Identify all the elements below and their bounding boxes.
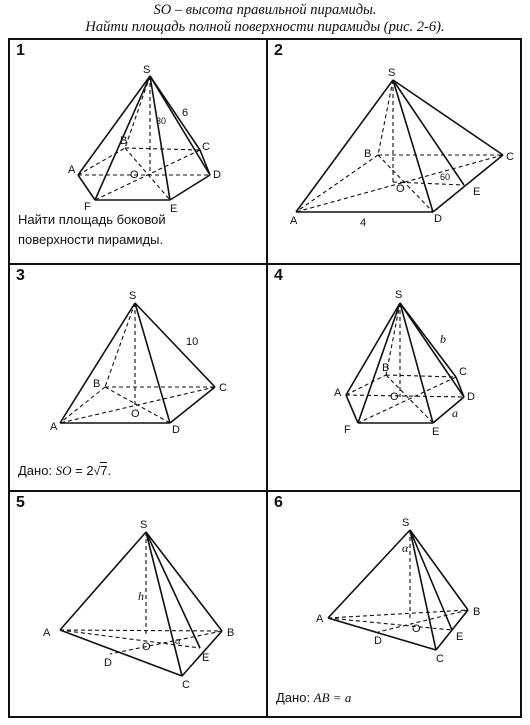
vertex-label-e: E	[202, 652, 210, 664]
quadrilateral-pyramid-diagram	[268, 40, 523, 265]
vertex-label-e: E	[456, 631, 464, 643]
angle-label: α	[402, 541, 409, 555]
vertex-label-b: B	[382, 362, 390, 374]
vertex-label-c: C	[459, 366, 467, 378]
angle-label: α	[175, 635, 181, 647]
figure-number: 6	[274, 494, 283, 511]
caption-line-2: поверхности пирамиды.	[18, 232, 164, 247]
caption-radicand: 7	[100, 463, 108, 478]
angle-label: 60	[440, 172, 451, 182]
center-label-o: O	[412, 623, 421, 635]
height-label: h	[138, 589, 144, 603]
vertex-label-d: D	[172, 424, 180, 436]
vertex-label-s: S	[129, 290, 137, 302]
figure-cell-2	[268, 40, 523, 265]
vertex-label-f: F	[84, 201, 91, 213]
figure-cell-6	[268, 492, 523, 717]
vertex-label-c: C	[182, 679, 190, 691]
figure-cell-4	[268, 265, 523, 490]
vertex-label-b: B	[93, 378, 101, 390]
vertex-label-d: D	[374, 635, 382, 647]
vertex-label-a: A	[68, 164, 76, 176]
figure-cell-5	[10, 492, 265, 717]
edge-length-label: 10	[186, 336, 199, 348]
figure-number: 1	[16, 42, 25, 59]
vertex-label-b: B	[364, 148, 372, 160]
caption-end: .	[107, 463, 112, 478]
hexagonal-pyramid-diagram	[268, 265, 523, 490]
vertex-label-c: C	[202, 141, 210, 153]
triangular-pyramid-diagram	[268, 492, 523, 716]
vertex-label-s: S	[388, 67, 396, 79]
quadrilateral-pyramid-diagram	[10, 265, 265, 490]
edge-length-label: 6	[182, 107, 189, 119]
caption-equals: = 2	[71, 463, 94, 478]
vertex-label-s: S	[140, 519, 148, 531]
caption-variable: AB = a	[313, 690, 352, 705]
triangular-pyramid-diagram	[10, 492, 235, 716]
side-length-label: 4	[360, 217, 367, 229]
caption-variable: SO	[55, 463, 72, 478]
vertex-label-d: D	[104, 657, 112, 669]
figure-cell-3	[10, 265, 265, 490]
vertex-label-d: D	[434, 213, 442, 225]
figure-number: 5	[16, 494, 25, 511]
vertex-label-d: D	[213, 169, 221, 181]
angle-label: 30	[156, 116, 167, 126]
vertex-label-a: A	[316, 613, 324, 625]
caption-prefix: Дано:	[18, 463, 56, 478]
vertex-label-b: B	[473, 606, 481, 618]
vertex-label-b: B	[120, 135, 128, 147]
vertex-label-c: C	[436, 653, 444, 665]
figure-cell-1	[10, 40, 265, 265]
vertex-label-s: S	[395, 289, 403, 301]
figure-number: 4	[274, 267, 283, 284]
center-label-o: O	[130, 169, 139, 181]
vertex-label-s: S	[143, 64, 151, 76]
center-label-o: O	[390, 391, 399, 403]
figure-grid	[8, 38, 522, 718]
caption-line-1: Найти площадь боковой	[18, 212, 166, 227]
vertex-label-a: A	[43, 627, 51, 639]
header-line-1: SO – высота правильной пирамиды.	[153, 2, 377, 18]
center-label-o: O	[131, 408, 140, 420]
vertex-label-e: E	[473, 186, 481, 198]
header-line-2: Найти площадь полной поверхности пирамиды (рис. 2-6).	[85, 19, 445, 35]
edge-length-label: b	[440, 332, 446, 346]
vertex-label-b: B	[227, 627, 235, 639]
figure-number: 3	[16, 267, 25, 284]
sqrt-sign: √	[93, 464, 101, 478]
vertex-label-c: C	[506, 151, 514, 163]
vertex-label-a: A	[334, 387, 342, 399]
caption-given	[18, 461, 111, 481]
caption-prefix: Дано:	[276, 690, 314, 705]
vertex-label-a: A	[50, 421, 58, 433]
figure-number: 2	[274, 42, 283, 59]
vertex-label-d: D	[467, 391, 475, 403]
vertex-label-f: F	[344, 424, 351, 436]
caption-given	[276, 688, 351, 708]
vertex-label-e: E	[432, 426, 440, 438]
vertex-label-c: C	[219, 382, 227, 394]
center-label-o: O	[142, 641, 151, 653]
side-length-label: a	[452, 406, 458, 420]
vertex-label-a: A	[290, 215, 298, 227]
vertex-label-e: E	[170, 203, 178, 215]
vertex-label-s: S	[402, 517, 410, 529]
center-label-o: O	[396, 183, 405, 195]
